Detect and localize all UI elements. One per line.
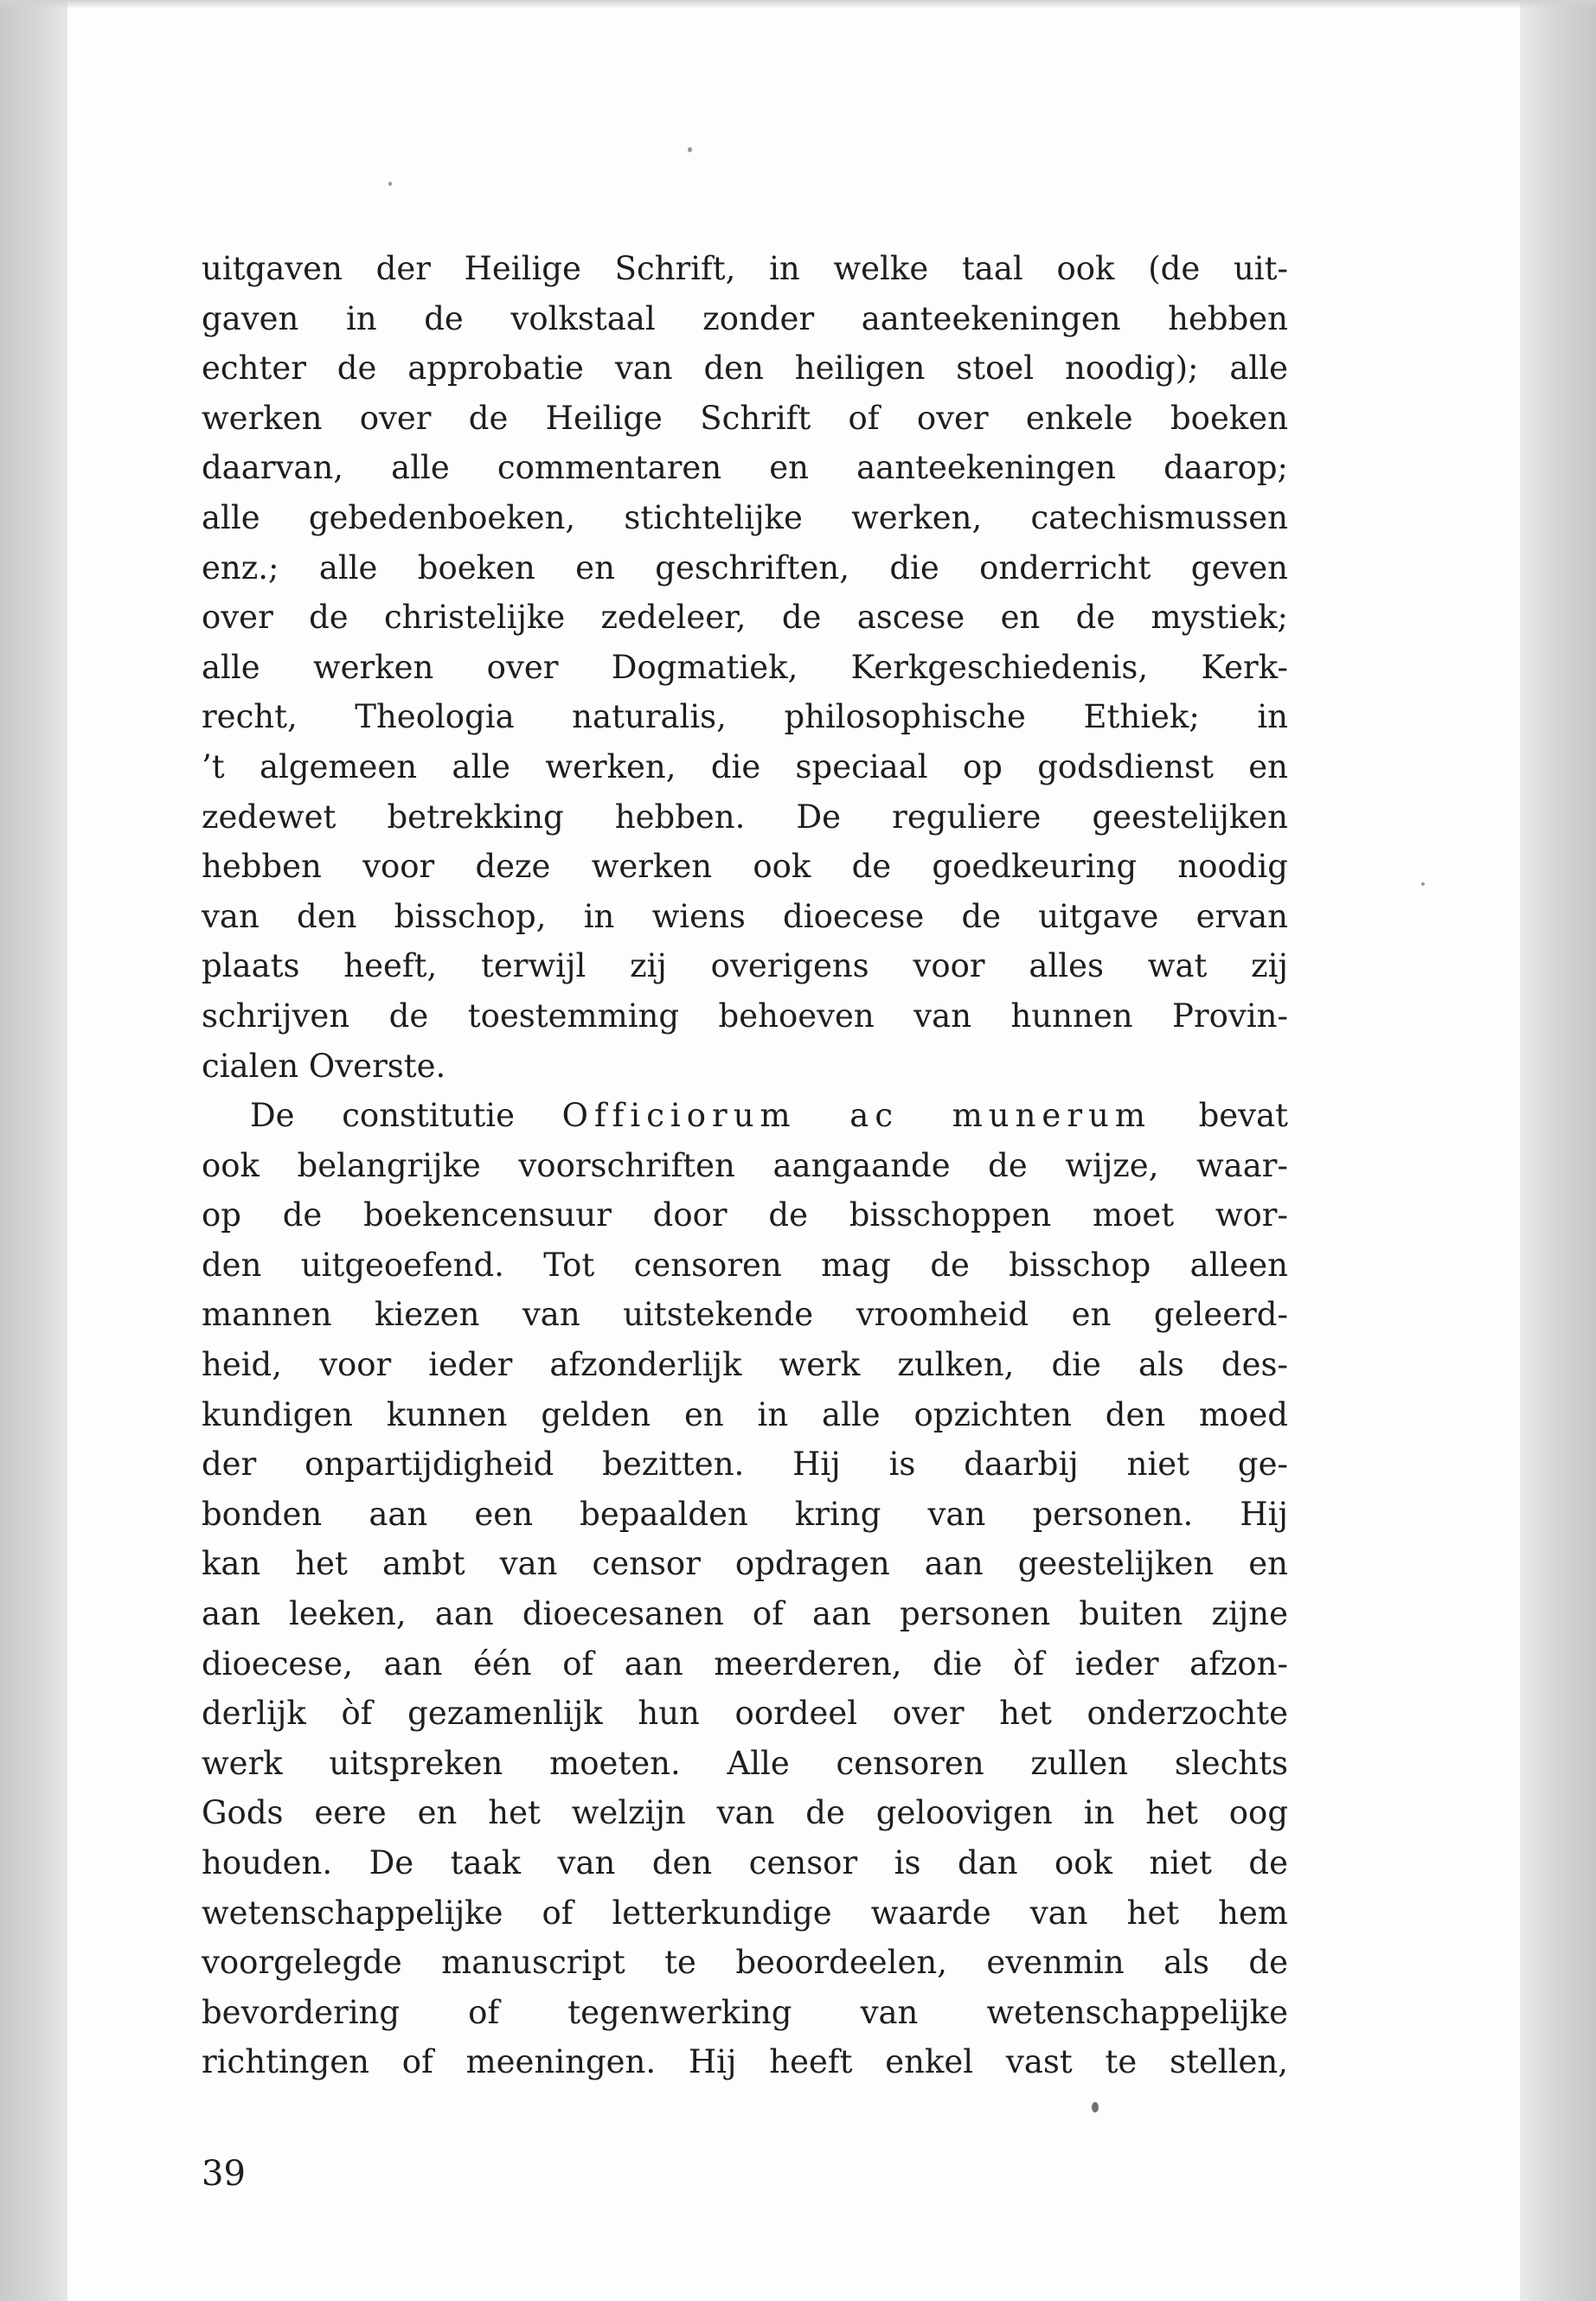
text-line: daarvan, alle commentaren en aanteekeningen daarop; xyxy=(202,449,1288,487)
text-line: gaven in de volkstaal zonder aanteekeningen hebben xyxy=(202,299,1288,337)
text-line: ’t algemeen alle werken, die speciaal op godsdienst en xyxy=(202,747,1288,785)
text-line: recht, Theologia naturalis, philosophische Ethiek; in xyxy=(202,698,1288,736)
text-line: op de boekencensuur door de bisschoppen moet wor- xyxy=(202,1196,1288,1234)
ink-speck xyxy=(1421,882,1425,886)
text-line: heid, voor ieder afzonderlijk werk zulken, die als des- xyxy=(202,1346,1288,1384)
text-line: der onpartijdigheid bezitten. Hij is daarbij niet ge- xyxy=(202,1445,1288,1484)
paragraph-start-text: De constitutie xyxy=(250,1097,516,1135)
ink-speck xyxy=(388,182,392,186)
text-line: aan leeken, aan dioecesanen of aan personen buiten zijne xyxy=(202,1595,1288,1633)
top-scan-edge xyxy=(0,0,1596,9)
text-line: derlijk òf gezamenlijk hun oordeel over het onderzochte xyxy=(202,1695,1288,1733)
ink-speck xyxy=(688,147,692,152)
text-line: enz.; alle boeken en geschriften, die onderricht geven xyxy=(202,548,1288,586)
text-line: alle werken over Dogmatiek, Kerkgeschiedenis, Kerk- xyxy=(202,648,1288,686)
text-line: wetenschappelijke of letterkundige waarde van het hem xyxy=(202,1894,1288,1932)
text-line: Gods eere en het welzijn van de geloovigen in het oog xyxy=(202,1794,1288,1832)
text-line: richtingen of meeningen. Hij heeft enkel vast te stellen, xyxy=(202,2043,1288,2081)
text-line: kan het ambt van censor opdragen aan geestelijken en xyxy=(202,1545,1288,1583)
text-line: den uitgeoefend. Tot censoren mag de bisschop alleen xyxy=(202,1246,1288,1284)
text-line: echter de approbatie van den heiligen stoel noodig); alle xyxy=(202,349,1288,388)
text-line: werken over de Heilige Schrift of over enkele boeken xyxy=(202,399,1288,437)
text-line: uitgaven der Heilige Schrift, in welke taal ook (de uit- xyxy=(202,250,1288,287)
text-line: houden. De taak van den censor is dan ook niet de xyxy=(202,1844,1288,1881)
text-line: zedewet betrekking hebben. De reguliere geestelijken xyxy=(202,798,1288,836)
text-line: kundigen kunnen gelden en in alle opzichten den moed xyxy=(202,1395,1288,1433)
text-line: bonden aan een bepaalden kring van personen. Hij xyxy=(202,1495,1288,1533)
right-scan-margin xyxy=(1520,0,1596,2301)
text-line: ook belangrijke voorschriften aangaande de wijze, waar- xyxy=(202,1146,1288,1184)
text-line: over de christelijke zedeleer, de ascese en de mystiek; xyxy=(202,599,1288,637)
left-scan-margin xyxy=(0,0,67,2301)
text-line: voorgelegde manuscript te beoordeelen, evenmin als de xyxy=(202,1944,1288,1982)
text-line: bevordering of tegenwerking van wetenschappelijke xyxy=(202,1993,1288,2031)
text-line: schrijven de toestemming behoeven van hunnen Provin- xyxy=(202,997,1288,1035)
ink-speck xyxy=(1092,2102,1099,2112)
text-line: werk uitspreken moeten. Alle censoren zullen slechts xyxy=(202,1744,1288,1782)
body-text xyxy=(202,244,1288,2087)
paragraph-start-tail: bevat xyxy=(1198,1097,1288,1135)
text-line: alle gebedenboeken, stichtelijke werken, catechismussen xyxy=(202,498,1288,536)
page-number: 39 xyxy=(202,2154,246,2194)
text-line: plaats heeft, terwijl zij overigens voor alles wat zij xyxy=(202,947,1288,985)
text-line: mannen kiezen van uitstekende vroomheid en geleerd- xyxy=(202,1296,1288,1334)
paragraph-start-line xyxy=(202,1091,1288,1141)
paragraph-end-line: cialen Overste. xyxy=(202,1047,446,1085)
text-line: van den bisschop, in wiens dioecese de uitgave ervan xyxy=(202,897,1288,935)
text-line: dioecese, aan één of aan meerderen, die òf ieder afzon- xyxy=(202,1644,1288,1682)
text-line: hebben voor deze werken ook de goedkeuring noodig xyxy=(202,848,1288,886)
spaced-latin-title: Officiorum ac munerum xyxy=(561,1097,1151,1135)
